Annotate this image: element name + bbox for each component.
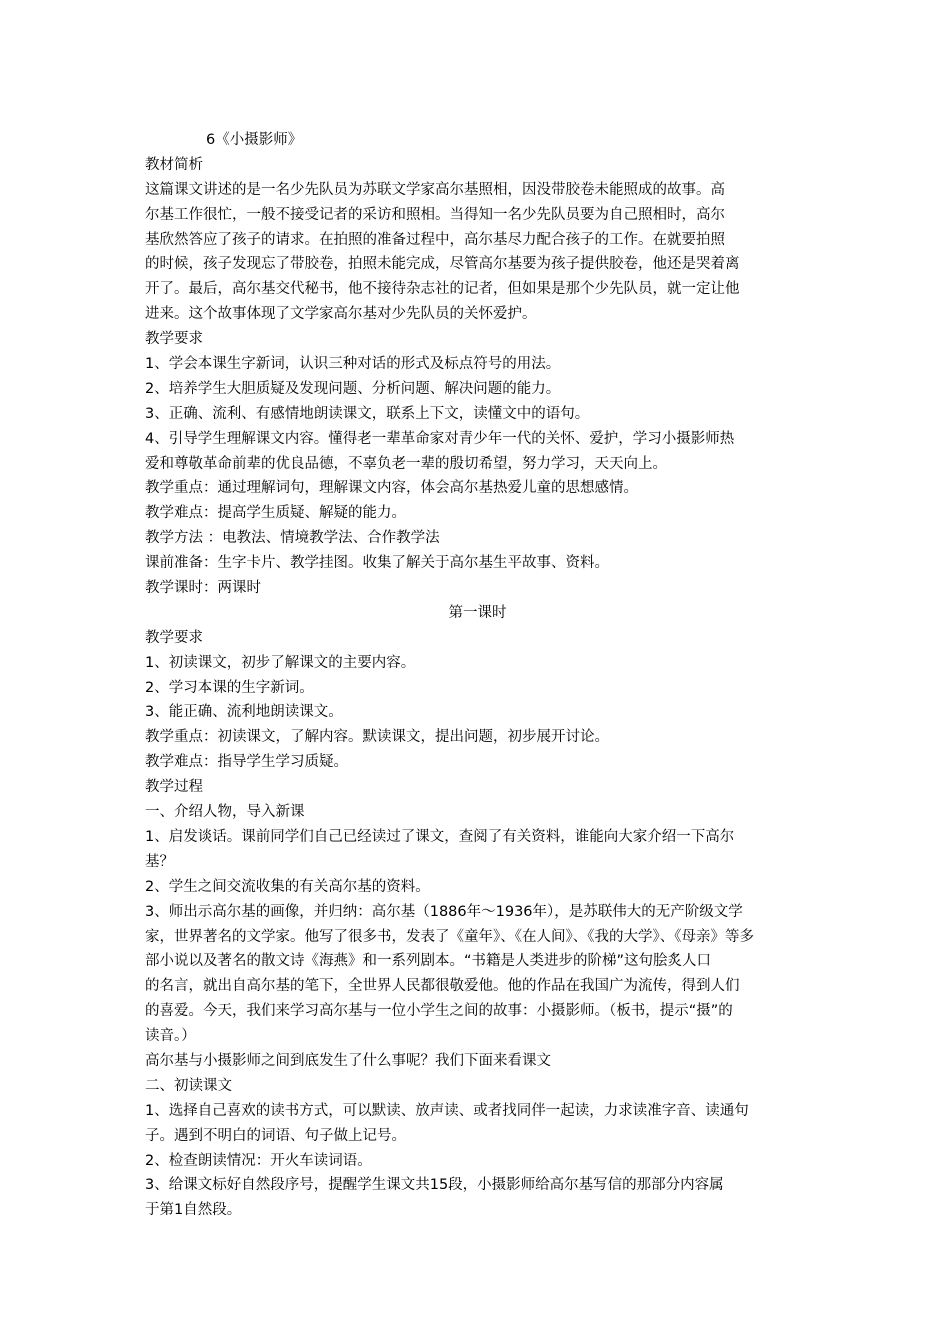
text-line: 高尔基与小摄影师之间到底发生了什么事呢？我们下面来看课文 — [145, 1052, 551, 1069]
text-line: 教学要求 — [145, 629, 203, 646]
text-line: 于第1自然段。 — [145, 1202, 242, 1219]
text-line: 部小说以及著名的散文诗《海燕》和一系列剧本。“书籍是人类进步的阶梯”这句脍炙人口 — [145, 953, 712, 970]
text-line: 一、介绍人物，导入新课 — [145, 804, 305, 821]
text-line: 家，世界著名的文学家。他写了很多书，发表了《童年》、《在人间》、《我的大学》、《母亲》等多 — [145, 928, 754, 945]
document-page — [145, 128, 810, 1223]
text-line: 3、正确、流利、有感情地朗读课文，联系上下文，读懂文中的语句。 — [145, 405, 590, 422]
text-line: 读音。） — [145, 1028, 196, 1045]
text-line: 基？ — [145, 853, 174, 870]
text-line: 教学重点：通过理解词句，理解课文内容，体会高尔基热爱儿童的思想感情。 — [145, 480, 638, 497]
text-line: 3、能正确、流利地朗读课文。 — [145, 704, 343, 721]
text-line: 教学难点：指导学生学习质疑。 — [145, 754, 348, 771]
text-line: 教学过程 — [145, 779, 203, 796]
text-line: 二、初读课文 — [145, 1077, 232, 1094]
text-line: 的名言，就出自高尔基的笔下，全世界人民都很敬爱他。他的作品在我国广为流传，得到人们 — [145, 978, 740, 995]
text-line: 开了。最后，高尔基交代秘书，他不接待杂志社的记者，但如果是那个少先队员，就一定让他 — [145, 281, 740, 298]
text-line: 这篇课文讲述的是一名少先队员为苏联文学家高尔基照相，因没带胶卷未能照成的故事。高 — [145, 181, 725, 198]
text-line: 子。遇到不明白的词语、句子做上记号。 — [145, 1127, 406, 1144]
text-line: 的时候，孩子发现忘了带胶卷，拍照未能完成，尽管高尔基要为孩子提供胶卷，他还是哭着离 — [145, 256, 740, 273]
text-line: 尔基工作很忙，一般不接受记者的采访和照相。当得知一名少先队员要为自己照相时，高尔 — [145, 206, 725, 223]
text-line: 3、师出示高尔基的画像，并归纳：高尔基（1886年～1936年），是苏联伟大的无产阶级文学 — [145, 903, 743, 920]
text-line: 教材简析 — [145, 156, 203, 173]
text-line: 3、给课文标好自然段序号，提醒学生课文共15段，小摄影师给高尔基写信的那部分内容属 — [145, 1177, 724, 1194]
text-line: 2、学生之间交流收集的有关高尔基的资料。 — [145, 878, 430, 895]
text-line: 1、选择自己喜欢的读书方式，可以默读、放声读、或者找同伴一起读，力求读准字音、读通句 — [145, 1102, 749, 1119]
text-line: 爱和尊敬革命前辈的优良品德，不辜负老一辈的殷切希望，努力学习，天天向上。 — [145, 455, 667, 472]
text-line: 教学重点：初读课文，了解内容。默读课文，提出问题，初步展开讨论。 — [145, 729, 609, 746]
text-line: 基欣然答应了孩子的请求。在拍照的准备过程中，高尔基尽力配合孩子的工作。在就要拍照 — [145, 231, 725, 248]
text-line: 教学方法 ：电教法、情境教学法、合作教学法 — [145, 530, 440, 547]
text-line: 1、学会本课生字新词，认识三种对话的形式及标点符号的用法。 — [145, 356, 561, 373]
text-line: 教学要求 — [145, 331, 203, 348]
text-line: 1、启发谈话。课前同学们自己已经读过了课文，查阅了有关资料，谁能向大家介绍一下高尔 — [145, 828, 735, 845]
section-heading: 第一课时 — [448, 604, 507, 621]
text-line: 2、学习本课的生字新词。 — [145, 679, 314, 696]
text-line: 教学课时：两课时 — [145, 580, 261, 597]
text-line: 进来。这个故事体现了文学家高尔基对少先队员的关怀爱护。 — [145, 306, 537, 323]
text-line: 4、引导学生理解课文内容。懂得老一辈革命家对青少年一代的关怀、爱护，学习小摄影师热 — [145, 430, 735, 447]
text-line: 课前准备：生字卡片、教学挂图。收集了解关于高尔基生平故事、资料。 — [145, 555, 609, 572]
text-line: 教学难点：提高学生质疑、解疑的能力。 — [145, 505, 406, 522]
text-line: 1、初读课文，初步了解课文的主要内容。 — [145, 654, 416, 671]
text-line: 2、培养学生大胆质疑及发现问题、分析问题、解决问题的能力。 — [145, 380, 561, 397]
text-line: 2、检查朗读情况：开火车读词语。 — [145, 1152, 372, 1169]
document-title: 6《小摄影师》 — [206, 132, 303, 148]
text-line: 的喜爱。今天，我们来学习高尔基与一位小学生之间的故事：小摄影师。（板书，提示“摄”的 — [145, 1003, 733, 1020]
